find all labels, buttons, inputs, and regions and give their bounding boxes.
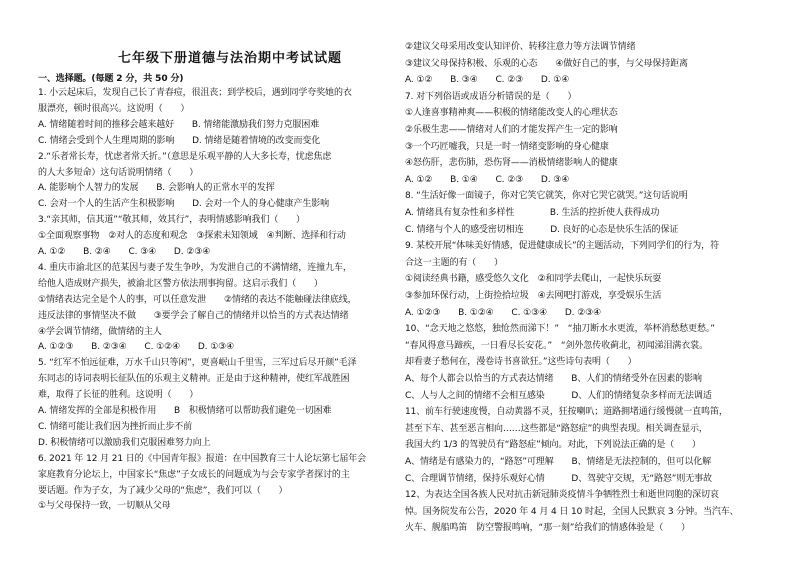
question-line: ①阅读经典书籍，感受悠久文化 ②和同学去爬山，一起快乐玩耍 [405,274,662,285]
question-line: 要话题。作为子女，为了减少父母的“焦虑”，我们可以（ ） [38,485,288,496]
question-line: ①情绪表达完全是个人的事，可以任意发泄 ②情绪的表达不能触碰法律底线， [38,294,357,305]
question-line: ①全面观察事物 ②对人的态度和观念 ③探索未知领域 ④判断、选择和行动 [38,231,346,242]
question-line: 12、为表达全国各族人民对抗击新冠肺炎疫情斗争牺牲烈士和逝世同胞的深切哀 [405,490,719,501]
question-line: A. 能影响个人智力的发展 B. 会影响人的正常水平的发挥 [38,183,275,194]
question-line: A. ①② B. ②④ C. ③④ D. ②③④ [38,247,211,257]
question-line: 2.“乐者常长寿，忧虑者常夭折。”（意思是乐观平静的人大多长寿，忧虑焦虑 [38,151,332,162]
question-line: 给他人造成财产损失，被渝北区警方依法刑事拘留。这启示我们（ ） [38,278,323,289]
question-line: A. ①②③ B. ①②④ C. ①③④ D. ②③④ [405,307,602,318]
question-line: 11、前车行驶速度慢，自动黄器不灵，狂按喇叭；道路拥堵通行缓慢就一直鸣笛， [405,407,728,418]
question-line: 9. 某校开展“体味美好情感，促进健康成长”的主题活动，下列同学们的行为，符 [405,241,719,252]
question-line: 8. “生活好像一面镜子，你对它笑它就笑，你对它哭它就哭。”这句话说明 [405,191,688,202]
question-line: C、人与人之间的情绪不会相互感染 D、人们的情绪复杂多样而无法调适 [405,390,712,401]
question-line: 家庭教育分论坛上，中国家长“焦虑”子女成长的问题成为与会专家学者探讨的主 [38,469,350,480]
question-line: 悼。国务院发布公告，2020 年 4 月 4 日 10 时起，全国人民默哀 3 分钟。当汽车、 [405,506,739,517]
question-line: A. ①② B. ①④ C. ②③ D. ③④ [405,174,570,185]
question-line: A. 情绪具有复杂性和多样性 B. 生活的控折使人获得成功 [405,208,660,218]
question-line: 甚至下车、甚至恶言相向……这些都是“路怒症”的典型表现。相关调查显示， [405,423,708,434]
question-line: 5. “红军不怕远征难，万水千山只等闲”，更喜岷山千里雪，三军过后尽开颜”毛泽 [38,358,357,369]
question-line: C. 情绪与个人的感受密切相连 D. 良好的心态是快乐生活的保证 [405,224,679,235]
question-line: 4. 重庆市渝北区的范某因与妻子发生争吵，为发泄自己的不满情绪，连撞九车， [38,262,352,273]
question-line: C. 情绪可能让我们因为挫折而止步不前 [38,421,193,432]
question-line: 1. 小云起床后，发现自己长了青春痘，很沮丧；到学校后，遇到同学夸奖她的衣 [38,88,352,98]
section-heading: 一、选择题。(每题 2 分，共 50 分) [38,74,184,84]
question-line: ③参加环保行动，上街捡拾垃圾 ④去网吧打游戏，享受娱乐生活 [405,291,662,301]
question-line: 难，取得了长征的胜利。这说明（ ） [38,390,199,401]
question-line: A、每个人都会以恰当的方式表达情绪 B、人们的情绪受外在因素的影响 [405,374,702,384]
question-line: 3.“亲其师，信其道”“敬其师，效其行”，表明情感影响我们（ ） [38,215,305,226]
question-line: 的人大多短命）这句话说明情绪（ ） [38,167,199,178]
question-line: ②乐极生悲——情绪对人们的才能发挥产生一定的影响 [405,125,618,135]
question-line: ④学会调节情绪，做情绪的主人 [38,326,162,337]
question-line: A. 情绪发挥的全部是积极作用 B 积极情绪可以帮助我们避免一切困难 [38,406,332,416]
question-line: ②建议父母采用改变认知评价、转移注意力等方法调节情绪 [405,42,636,52]
question-line: ④怒伤肝，悲伤肺，恐伤肾——消极情绪影响人的健康 [405,158,618,169]
question-line: 6. 2021 年 12 月 21 日的《中国青年报》报道：在中国教育三十人论坛第七届年会 [38,453,367,464]
question-line: 我国大约 1/3 的驾驶员有“路怒症”倾向。对此，下列说法正确的是（ ） [405,440,701,451]
question-line: A. ①② B. ③④ C. ②③ D. ①④ [405,75,570,86]
question-line: 服漂亮，顿时很高兴。这说明（ ） [38,103,190,114]
question-line: A、情绪是有感染力的，“路怒”可理解 B、情绪是无法控制的，但可以化解 [405,457,712,467]
question-line: 违反法律的事情坚决不做 ③要学会了解自己的情绪并以恰当的方式表达情绪 [38,310,349,321]
question-line: “春风得意马蹄疾，一日看尽长安花。” “剑外忽传收蓟北，初闻涕泪满衣裳。 [405,340,708,351]
question-line: 合这一主题的有（ ） [405,257,503,268]
question-line: ①与父母保持一致，一切顺从父母 [38,501,171,512]
question-line: 7. 对下列俗语或成语分析错误的是（ ） [405,91,577,102]
question-line: ③一个巧匠嘘我，只是一时一情绪变影响的身心健康 [405,141,609,152]
question-line: ①人逢喜事精神爽——积极的情绪能改变人的心理状态 [405,108,618,119]
question-line: 却看妻子愁何在，漫卷诗书喜欲狂。”这些诗句表明（ ） [405,357,637,368]
question-line: C、合理调节情绪，保持乐观好心情 D、驾驶守交规，无“路怒”则无事故 [405,473,712,484]
question-line: A. 情绪随着时间的推移会越来越好 B. 情绪能激励我们努力克服困难 [38,119,320,130]
question-line: A. ①②③ B. ②③④ C. ①②④ D. ①③④ [38,342,235,353]
question-line: D. 积极情绪可以激励我们克服困难努力向上 [38,437,211,448]
question-line: 东同志的诗词表明长征队伍的乐观主义精神。正是由于这种精神，使红军战胜困 [38,374,350,385]
question-line: C. 情绪会受到个人生理周期的影响 D. 情绪是随着情境的改变而变化 [38,135,321,146]
question-line: 10、“念天地之悠悠，独怆然而涕下！” “抽刀断水水更流，举杯消愁愁更愁。” [405,324,715,335]
exam-title: 七年级下册道德与法治期中考试试题 [118,51,343,66]
question-line: C. 会对一个人的生活产生积极影响 D. 会对一个人的身心健康产生影响 [38,199,330,210]
question-line: ③建议父母保持积极、乐观的心态 ④做好自己的事，与父母保持距离 [405,58,688,69]
question-line: 火车、舰船鸣笛 防空警报鸣响，“那一刻”给我们的情感体验是（ ） [405,523,691,534]
